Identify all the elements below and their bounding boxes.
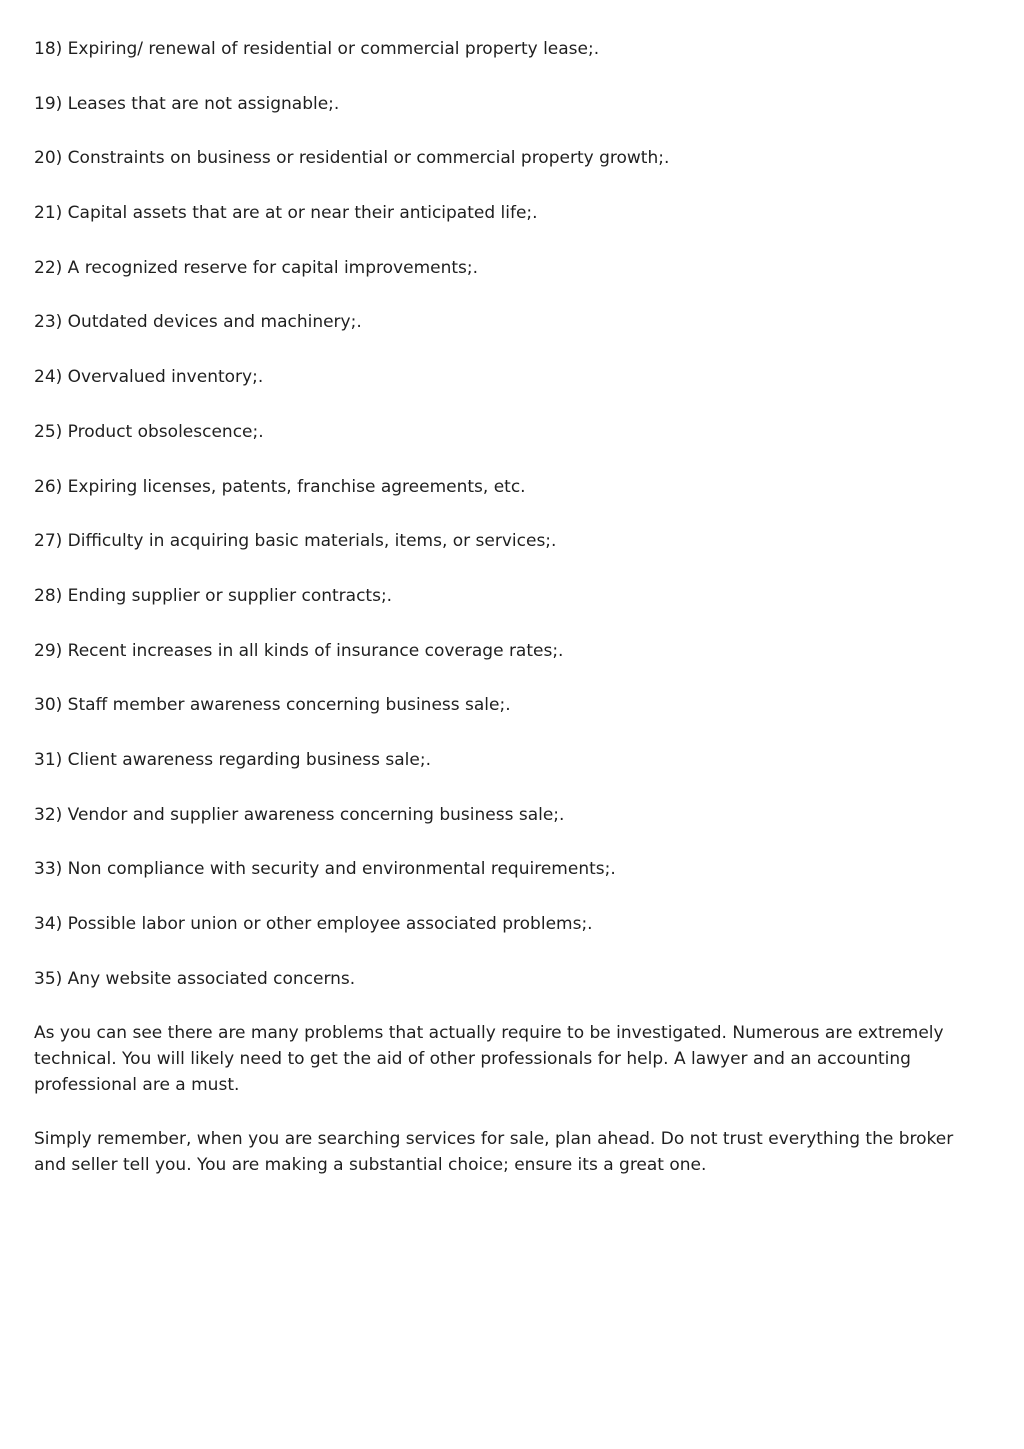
document-page [34,36,974,1178]
list-item: 35) Any website associated concerns. [34,968,356,989]
list-item: 32) Vendor and supplier awareness concerning business sale;. [34,804,565,825]
list-item: 27) Difficulty in acquiring basic materials, items, or services;. [34,531,557,552]
list-item: 21) Capital assets that are at or near their anticipated life;. [34,203,538,224]
list-item: 18) Expiring/ renewal of residential or commercial property lease;. [34,39,600,59]
list-item: 29) Recent increases in all kinds of insurance coverage rates;. [34,640,564,661]
list-item: 19) Leases that are not assignable;. [34,93,340,114]
closing-paragraphs [34,1020,974,1178]
list-item: 26) Expiring licenses, patents, franchise agreements, etc. [34,476,526,497]
list-item: 23) Outdated devices and machinery;. [34,312,362,333]
list-item: 20) Constraints on business or residential or commercial property growth;. [34,148,670,169]
list-item: 24) Overvalued inventory;. [34,367,264,388]
paragraph-investigation: As you can see there are many problems that actually require to be investigated. Numerous are extremely technical. You will likely need to get the aid of other professionals for help. A lawyer and an accounting professional are a must. [34,1023,944,1096]
list-item: 31) Client awareness regarding business sale;. [34,749,431,770]
list-item: 34) Possible labor union or other employee associated problems;. [34,914,593,934]
list-item: 25) Product obsolescence;. [34,421,264,442]
list-item: 28) Ending supplier or supplier contracts;. [34,585,393,606]
paragraph-advice: Simply remember, when you are searching services for sale, plan ahead. Do not trust everything the broker and seller tell you. You are making a substantial choice; ensure its a great one. [34,1129,954,1176]
list-item: 33) Non compliance with security and environmental requirements;. [34,859,616,880]
list-item: 22) A recognized reserve for capital improvements;. [34,257,479,278]
list-item: 30) Staff member awareness concerning business sale;. [34,695,511,716]
considerations-list [34,36,974,992]
